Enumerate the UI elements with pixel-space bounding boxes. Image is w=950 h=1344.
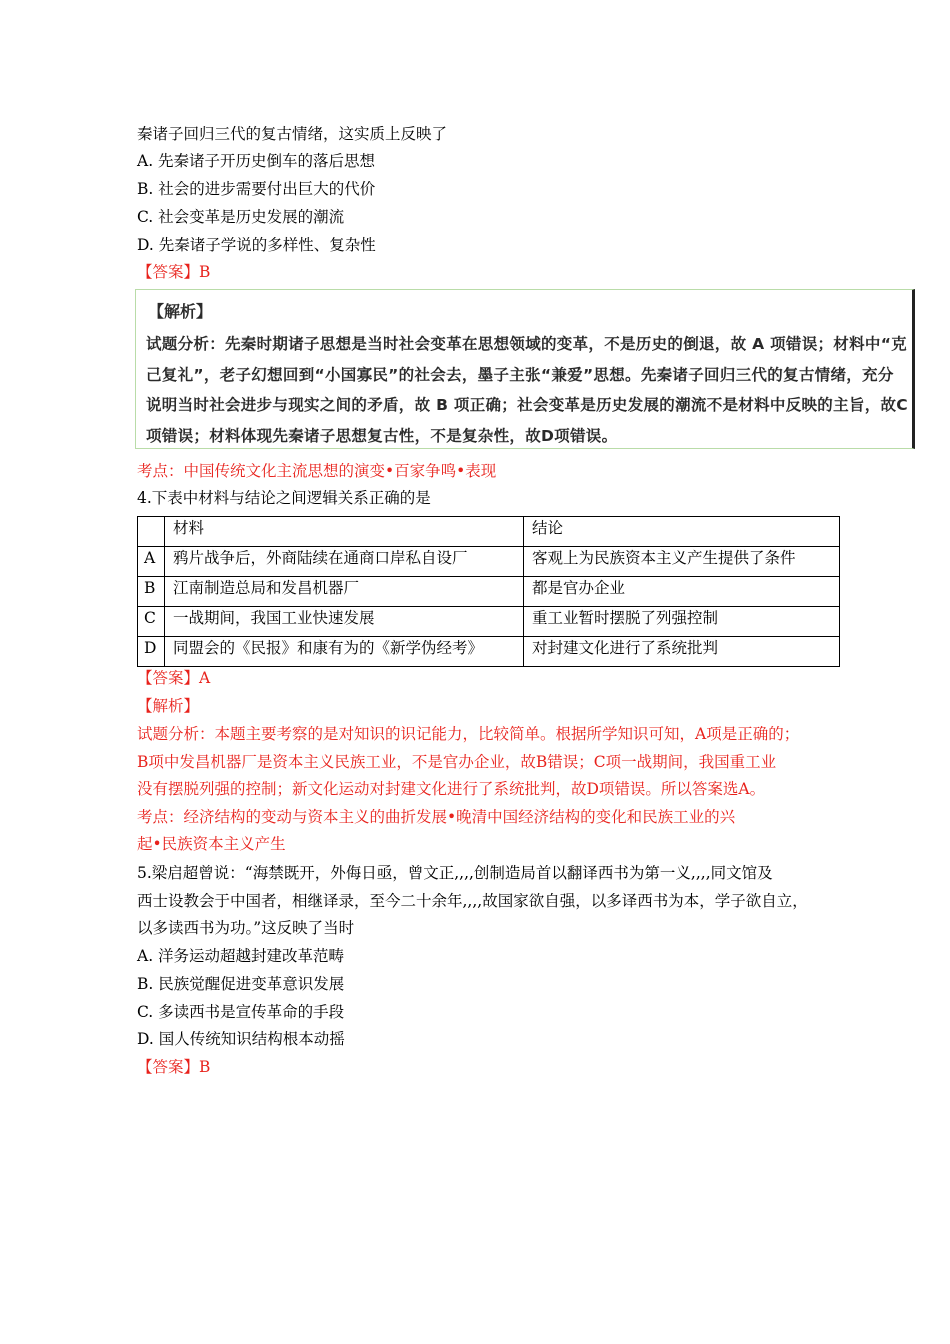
- question-3-stem: 秦诸子回归三代的复古情绪，这实质上反映了: [137, 125, 448, 143]
- q4-answer: 【答案】A: [137, 669, 211, 687]
- question-4-stem: 4.下表中材料与结论之间逻辑关系正确的是: [137, 489, 431, 507]
- table-header-row: [138, 517, 840, 547]
- q5-option-d: D. 国人传统知识结构根本动摇: [137, 1030, 345, 1048]
- q3-kaodian: 考点：中国传统文化主流思想的演变•百家争鸣•表现: [137, 462, 497, 480]
- q4-analysis-title: 【解析】: [137, 697, 200, 715]
- table-row: [138, 547, 840, 577]
- q3-analysis-box: [135, 289, 915, 449]
- table-cell: 鸦片战争后，外商陆续在通商口岸私自设厂: [165, 547, 524, 577]
- table-cell: C: [138, 607, 165, 637]
- question-5-stem-line: 以多读西书为功。”这反映了当时: [137, 919, 355, 937]
- table-row: [138, 637, 840, 667]
- table-cell: B: [138, 577, 165, 607]
- question-5-stem-line: 5.梁启超曾说：“海禁既开，外侮日亟，曾文正,,,,创制造局首以翻译西书为第一义,,,,同文馆及: [137, 864, 773, 882]
- q4-analysis-line: 试题分析：本题主要考察的是对知识的识记能力，比较简单。根据所学知识可知，A项是正确的；: [137, 725, 800, 743]
- q3-option-a: A. 先秦诸子开历史倒车的落后思想: [137, 152, 376, 170]
- q4-table: [137, 516, 840, 667]
- table-header-material: 材料: [165, 517, 524, 547]
- q4-kaodian-line: 起•民族资本主义产生: [137, 835, 286, 853]
- table-cell: 客观上为民族资本主义产生提供了条件: [524, 547, 840, 577]
- q5-answer: 【答案】B: [137, 1058, 211, 1076]
- table-cell: A: [138, 547, 165, 577]
- table-cell: 同盟会的《民报》和康有为的《新学伪经考》: [165, 637, 524, 667]
- table-cell: 一战期间，我国工业快速发展: [165, 607, 524, 637]
- q3-option-c: C. 社会变革是历史发展的潮流: [137, 208, 345, 226]
- q5-option-c: C. 多读西书是宣传革命的手段: [137, 1003, 345, 1021]
- table-cell: [138, 517, 165, 547]
- table-row: [138, 607, 840, 637]
- table-cell: 都是官办企业: [524, 577, 840, 607]
- table-cell: 对封建文化进行了系统批判: [524, 637, 840, 667]
- table-cell: 重工业暂时摆脱了列强控制: [524, 607, 840, 637]
- q3-answer: 【答案】B: [137, 263, 211, 281]
- q4-analysis-line: 没有摆脱列强的控制；新文化运动对封建文化进行了系统批判，故D项错误。所以答案选A。: [137, 780, 766, 798]
- q3-option-b: B. 社会的进步需要付出巨大的代价: [137, 180, 376, 198]
- table-row: [138, 577, 840, 607]
- q3-analysis-text: 试题分析：先秦时期诸子思想是当时社会变革在思想领域的变革，不是历史的倒退，故 A 项错误；材料中“克己复礼”，老子幻想回到“小国寡民”的社会去，墨子主张“兼爱”思想。先秦诸子回归三代的复古情绪，充分说明当时社会进步与现实之间的矛盾，故 B 项正确；社会变革是历史发展的潮流不是材料中反映的主旨，故C项错误；材料体现先秦诸子思想复古性，不是复杂性，故D项错误。: [146, 335, 908, 445]
- q5-option-b: B. 民族觉醒促进变革意识发展: [137, 975, 345, 993]
- table-cell: 江南制造总局和发昌机器厂: [165, 577, 524, 607]
- q4-kaodian-line: 考点：经济结构的变动与资本主义的曲折发展•晚清中国经济结构的变化和民族工业的兴: [137, 808, 736, 826]
- q5-option-a: A. 洋务运动超越封建改革范畴: [137, 947, 345, 965]
- q4-analysis-line: B项中发昌机器厂是资本主义民族工业，不是官办企业，故B错误；C项一战期间，我国重工业: [137, 753, 777, 771]
- q3-analysis-title: 【解析】: [148, 302, 213, 321]
- table-header-conclusion: 结论: [524, 517, 840, 547]
- question-5-stem-line: 西士设教会于中国者，相继译录，至今二十余年,,,,故国家欲自强，以多译西书为本，学子欲自立，: [137, 892, 808, 910]
- table-cell: D: [138, 637, 165, 667]
- q3-option-d: D. 先秦诸子学说的多样性、复杂性: [137, 236, 376, 254]
